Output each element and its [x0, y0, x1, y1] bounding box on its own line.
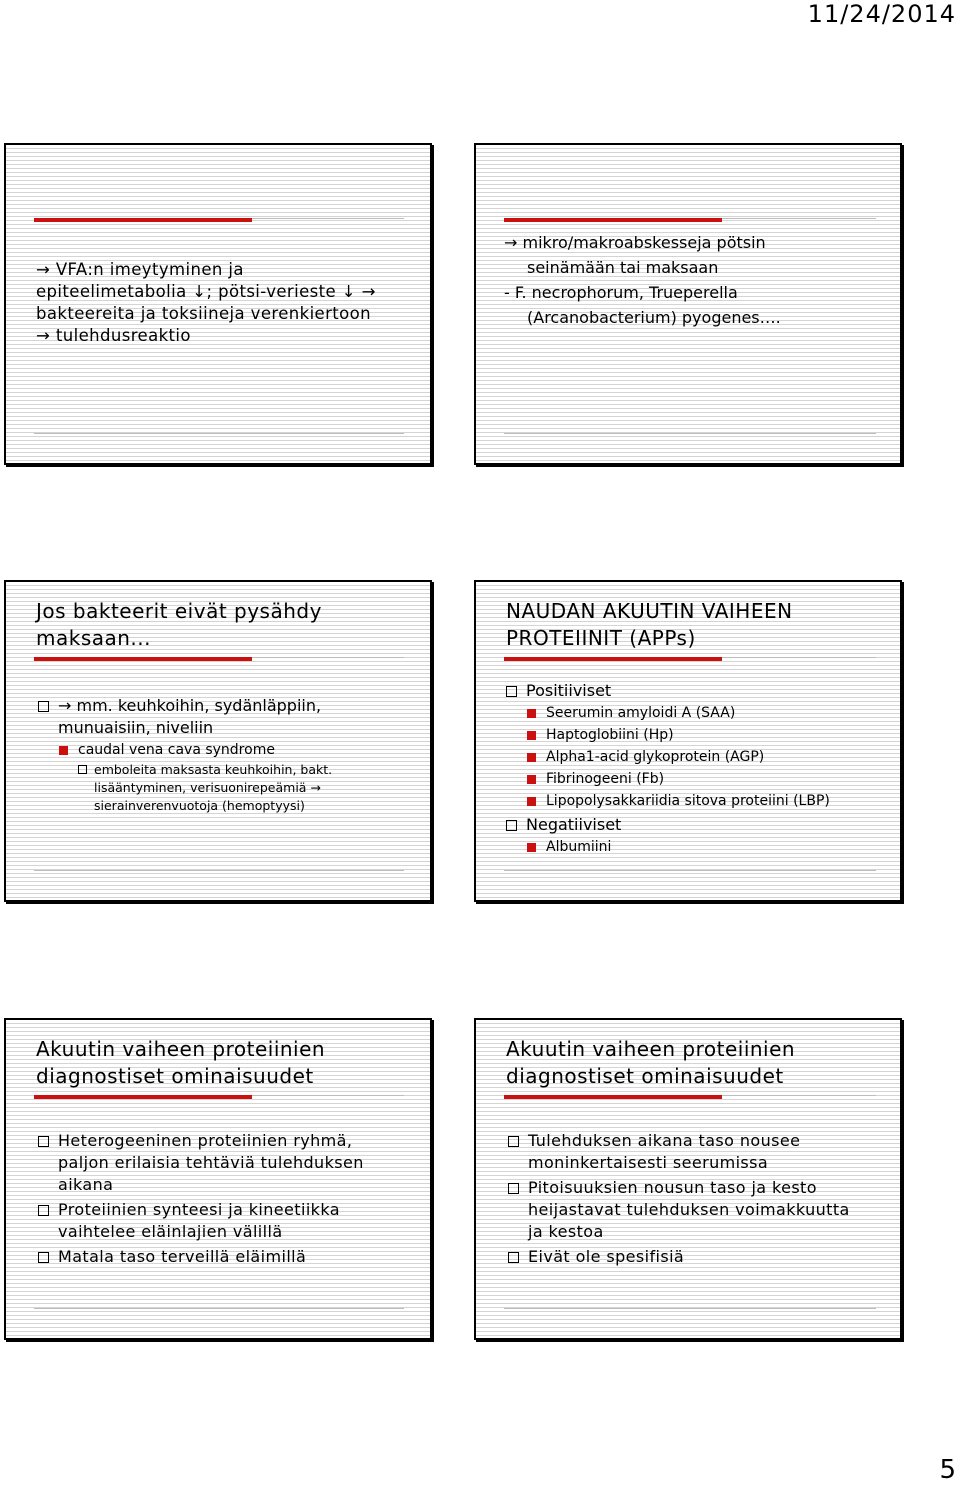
red-square-bullet-icon [527, 753, 536, 762]
slide-5 [4, 1018, 432, 1340]
slide-4-top-rule [722, 657, 876, 658]
slide-4-negative-list [524, 836, 894, 858]
slide-1-line-3: bakteereita ja toksiineja verenkiertoon [36, 304, 372, 323]
slide-3-sub-sub-line-2: lisääntyminen, verisuonirepeämiä → [94, 780, 321, 795]
slide-6-title-line-2: diagnostiset ominaisuudet [506, 1064, 784, 1088]
list-item [524, 790, 894, 812]
slide-6-title [506, 1036, 795, 1090]
slide-1 [4, 143, 432, 465]
slide-1-line-1: → VFA:n imeytyminen ja [36, 260, 244, 279]
slide-3-title-line-1: Jos bakteerit eivät pysähdy [36, 599, 322, 623]
slide-5-item-3 [36, 1246, 416, 1268]
slide-4-negative-heading [504, 814, 894, 836]
slide-1-top-rule [252, 218, 404, 219]
page-number: 5 [939, 1455, 956, 1485]
slide-3-sub-bullet [56, 739, 416, 761]
slide-2-bottom-rule [504, 433, 876, 434]
slide-6-bottom-rule [504, 1308, 876, 1309]
hollow-square-bullet-icon [508, 1252, 519, 1263]
slide-6-top-rule [722, 1095, 876, 1096]
slide-4 [474, 580, 902, 902]
slide-4-negative-label: Negatiiviset [526, 815, 622, 834]
list-item [524, 724, 894, 746]
slide-4-positive-item-3: Alpha1-acid glykoprotein (AGP) [546, 749, 765, 765]
slide-6-item-2-line-2: heijastavat tulehduksen voimakkuutta [528, 1200, 850, 1219]
slide-4-title-line-2: PROTEIINIT (APPs) [506, 626, 696, 650]
hollow-square-bullet-icon [78, 765, 87, 774]
slide-5-top-rule [252, 1095, 404, 1096]
slide-6-item-3 [506, 1246, 891, 1268]
slide-4-red-bar [504, 657, 722, 661]
slide-4-positive-label: Positiiviset [526, 681, 612, 700]
slide-4-positive-item-1: Seerumin amyloidi A (SAA) [546, 705, 736, 721]
slide-5-red-bar [34, 1095, 252, 1099]
slide-5-item-3-line-1: Matala taso terveillä eläimillä [58, 1247, 307, 1266]
slide-5-item-2-line-2: vaihtelee eläinlajien välillä [58, 1222, 283, 1241]
slide-4-negative-item-1: Albumiini [546, 839, 612, 855]
hollow-square-bullet-icon [506, 686, 517, 697]
slide-2-line-4: (Arcanobacterium) pyogenes…. [527, 308, 781, 327]
red-square-bullet-icon [527, 843, 536, 852]
hollow-square-bullet-icon [38, 1252, 49, 1263]
slide-5-title-line-1: Akuutin vaiheen proteiinien [36, 1037, 326, 1061]
slide-2 [474, 143, 902, 465]
slide-1-line-2: epiteelimetabolia ↓; pötsi-verieste ↓ → [36, 282, 376, 301]
slide-6-item-3-line-1: Eivät ole spesifisiä [528, 1247, 685, 1266]
slide-1-text [36, 259, 376, 347]
slide-1-bottom-rule [34, 433, 404, 434]
slide-3-bottom-rule [34, 870, 404, 871]
slide-2-red-bar [504, 218, 722, 222]
hollow-square-bullet-icon [38, 701, 49, 712]
slide-4-title [506, 598, 793, 652]
page-date: 11/24/2014 [807, 0, 956, 28]
slide-6-red-bar [504, 1095, 722, 1099]
slide-4-positive-list [524, 702, 894, 812]
slide-3-body [36, 695, 416, 815]
hollow-square-bullet-icon [38, 1205, 49, 1216]
slide-5-item-1-line-2: paljon erilaisia tehtäviä tulehduksen [58, 1153, 364, 1172]
slide-5-bottom-rule [34, 1308, 404, 1309]
slide-3-title [36, 598, 322, 652]
red-square-bullet-icon [59, 746, 68, 755]
slide-3-title-line-2: maksaan... [36, 626, 151, 650]
slide-5-item-1-line-3: aikana [58, 1175, 114, 1194]
slide-5-item-1-line-1: Heterogeeninen proteiinien ryhmä, [58, 1131, 353, 1150]
list-item [524, 768, 894, 790]
hollow-square-bullet-icon [508, 1183, 519, 1194]
slide-5-body [36, 1130, 416, 1268]
red-square-bullet-icon [527, 797, 536, 806]
slide-5-title [36, 1036, 325, 1090]
hollow-square-bullet-icon [506, 820, 517, 831]
slide-4-bottom-rule [504, 870, 876, 871]
slide-2-text [504, 230, 781, 330]
slide-5-title-line-2: diagnostiset ominaisuudet [36, 1064, 314, 1088]
hollow-square-bullet-icon [38, 1136, 49, 1147]
slide-3-red-bar [34, 657, 252, 661]
slide-4-title-line-1: NAUDAN AKUUTIN VAIHEEN [506, 599, 793, 623]
slide-6-item-2-line-1: Pitoisuuksien nousun taso ja kesto [528, 1178, 817, 1197]
slide-5-item-1 [36, 1130, 416, 1196]
slide-3-sub-sub-line-1: emboleita maksasta keuhkoihin, bakt. [94, 762, 333, 777]
slide-6-item-1-line-2: moninkertaisesti seerumissa [528, 1153, 769, 1172]
hollow-square-bullet-icon [508, 1136, 519, 1147]
slide-2-line-1: → mikro/makroabskesseja pötsin [504, 233, 766, 252]
slide-6-item-1 [506, 1130, 891, 1174]
slide-6-item-2 [506, 1177, 891, 1243]
slide-5-item-2 [36, 1199, 416, 1243]
slide-2-top-rule [722, 218, 876, 219]
red-square-bullet-icon [527, 731, 536, 740]
list-item [524, 702, 894, 724]
slide-4-positive-item-4: Fibrinogeeni (Fb) [546, 771, 665, 787]
slide-3-sub-bullet-text: caudal vena cava syndrome [78, 742, 275, 758]
slide-2-line-3: - F. necrophorum, Trueperella [504, 283, 738, 302]
slide-3-sub-sub-bullet [76, 761, 416, 815]
slide-4-positive-heading [504, 680, 894, 702]
red-square-bullet-icon [527, 775, 536, 784]
slide-4-positive-item-2: Haptoglobiini (Hp) [546, 727, 674, 743]
slide-6-body [506, 1130, 891, 1268]
slide-3-bullet-1-line-1: → mm. keuhkoihin, sydänläppiin, [58, 696, 322, 715]
slide-5-item-2-line-1: Proteiinien synteesi ja kineetiikka [58, 1200, 340, 1219]
slide-6-item-1-line-1: Tulehduksen aikana taso nousee [528, 1131, 801, 1150]
slide-1-red-bar [34, 218, 252, 222]
slide-3-top-rule [252, 657, 404, 658]
slide-1-line-4: → tulehdusreaktio [36, 326, 191, 345]
slide-6 [474, 1018, 902, 1340]
slide-3-bullet-1-line-2: munuaisiin, niveliin [58, 718, 214, 737]
red-square-bullet-icon [527, 709, 536, 718]
list-item [524, 836, 894, 858]
slide-6-title-line-1: Akuutin vaiheen proteiinien [506, 1037, 796, 1061]
slide-3 [4, 580, 432, 902]
list-item [524, 746, 894, 768]
slide-3-bullet-1 [36, 695, 416, 739]
slide-2-line-2: seinämään tai maksaan [527, 258, 719, 277]
slide-4-positive-item-5: Lipopolysakkariidia sitova proteiini (LBP) [546, 793, 830, 809]
slide-3-sub-sub-line-3: sierainverenvuotoja (hemoptyysi) [94, 798, 305, 813]
slide-4-body [504, 680, 894, 858]
slide-6-item-2-line-3: ja kestoa [528, 1222, 604, 1241]
